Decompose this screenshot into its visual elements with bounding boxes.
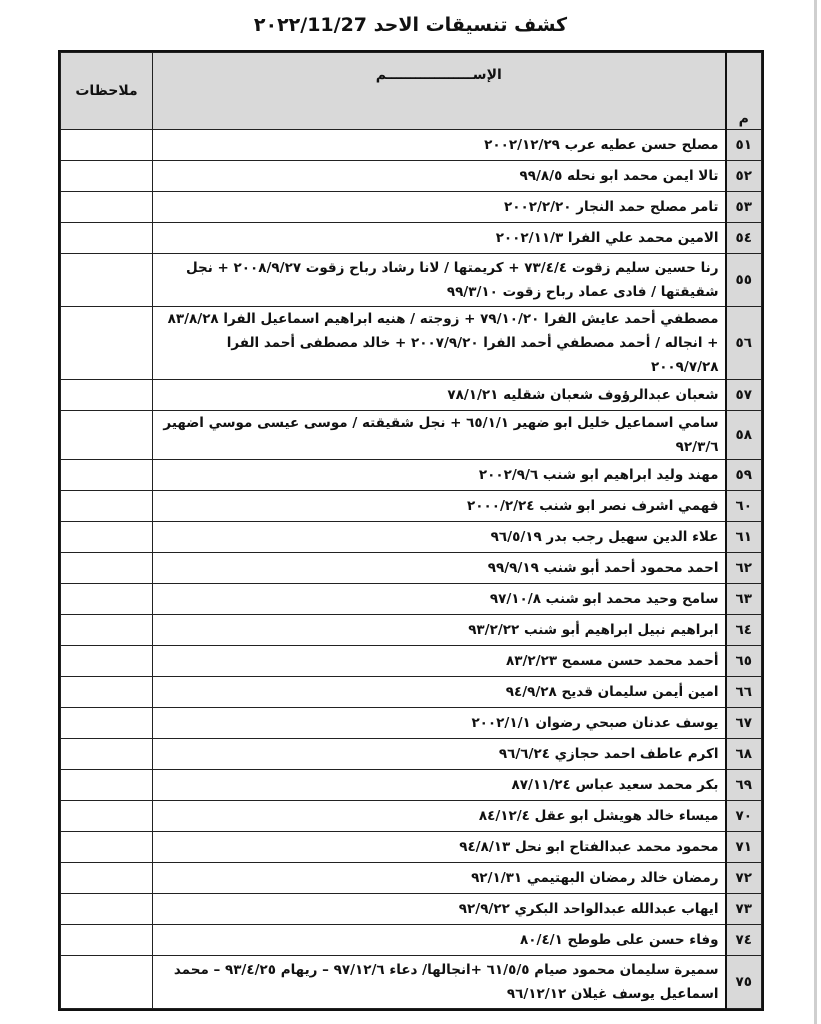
row-number: ٧٢ [726,863,762,894]
row-notes [61,380,153,411]
row-number: ٥٦ [726,307,762,380]
row-name: مصطفي أحمد عايش الفرا ٧٩/١٠/٢٠ + زوجته / هنيه ابراهيم اسماعيل الفرا ٨٣/٨/٢٨ + انجاله / أحمد مصطفي أحمد الفرا ٢٠٠٧/٩/٢٠ + خالد مصطفى أحمد الفرا ٢٠٠٩/٧/٢٨ [153,307,726,380]
row-name: رمضان خالد رمضان البهتيمي ٩٢/١/٣١ [153,863,726,894]
row-number: ٧٥ [726,956,762,1009]
table-body [61,130,762,1009]
table-row [61,161,762,192]
row-name: محمود محمد عبدالفتاح ابو نحل ٩٤/٨/١٣ [153,832,726,863]
page-edge [814,0,817,1024]
table-row [61,770,762,801]
row-notes [61,553,153,584]
row-notes [61,863,153,894]
row-name: وفاء حسن على طوطح ٨٠/٤/١ [153,925,726,956]
table-row [61,956,762,1009]
table-row [61,460,762,491]
table-row [61,739,762,770]
document-title: كشف تنسيقات الاحد ٢٠٢٢/11/27 [253,14,568,36]
row-notes [61,832,153,863]
row-name: شعبان عبدالرؤوف شعبان شقليه ٧٨/١/٢١ [153,380,726,411]
row-number: ٥٧ [726,380,762,411]
table-row [61,925,762,956]
table-row [61,646,762,677]
row-number: ٥٣ [726,192,762,223]
table-row [61,307,762,380]
row-notes [61,223,153,254]
row-number: ٦٦ [726,677,762,708]
row-name: ابراهيم نبيل ابراهيم أبو شنب ٩٣/٢/٢٢ [153,615,726,646]
row-name: ميساء خالد هويشل ابو عقل ٨٤/١٢/٤ [153,801,726,832]
table-row [61,708,762,739]
row-name: رنا حسين سليم زقوت ٧٣/٤/٤ + كريمتها / لانا رشاد رباح زقوت ٢٠٠٨/٩/٢٧ + نجل شقيقتها / فادى عماد رباح زقوت ٩٩/٣/١٠ [153,254,726,307]
row-name: مهند وليد ابراهيم ابو شنب ٢٠٠٢/٩/٦ [153,460,726,491]
row-name: الامين محمد علي الفرا ٢٠٠٢/١١/٣ [153,223,726,254]
coordination-table [60,52,762,1009]
table-row [61,894,762,925]
row-name: بكر محمد سعيد عباس ٨٧/١١/٢٤ [153,770,726,801]
row-notes [61,491,153,522]
row-notes [61,708,153,739]
header-number: م [726,53,762,130]
row-number: ٥١ [726,130,762,161]
header-notes: ملاحظات [61,53,153,130]
row-notes [61,307,153,380]
row-number: ٦١ [726,522,762,553]
table-row [61,553,762,584]
header-name: الإســــــــــــــــــم [153,53,726,130]
table-row [61,522,762,553]
row-notes [61,739,153,770]
row-number: ٧٣ [726,894,762,925]
row-number: ٥٥ [726,254,762,307]
row-notes [61,130,153,161]
row-name: احمد محمود أحمد أبو شنب ٩٩/٩/١٩ [153,553,726,584]
row-notes [61,646,153,677]
row-name: ايهاب عبدالله عبدالواحد البكري ٩٢/٩/٢٢ [153,894,726,925]
row-notes [61,925,153,956]
row-number: ٦٩ [726,770,762,801]
row-name: تامر مصلح حمد النجار ٢٠٠٢/٢/٢٠ [153,192,726,223]
row-notes [61,584,153,615]
row-number: ٦٣ [726,584,762,615]
row-notes [61,677,153,708]
row-notes [61,460,153,491]
row-name: تالا ايمن محمد ابو نحله ٩٩/٨/٥ [153,161,726,192]
table-row [61,832,762,863]
row-notes [61,192,153,223]
table-row [61,192,762,223]
table-row [61,130,762,161]
row-notes [61,254,153,307]
row-name: سميرة سليمان محمود صيام ٦١/٥/٥ +انجالها/ دعاء ٩٧/١٢/٦ – ريهام ٩٣/٤/٢٥ – محمد اسماعيل يوسف غيلان ٩٦/١٢/١٢ [153,956,726,1009]
row-notes [61,770,153,801]
table-row [61,615,762,646]
row-name: يوسف عدنان صبحي رضوان ٢٠٠٢/١/١ [153,708,726,739]
row-name: أحمد محمد حسن مسمح ٨٣/٢/٢٣ [153,646,726,677]
table-row [61,223,762,254]
row-number: ٦٧ [726,708,762,739]
row-number: ٥٢ [726,161,762,192]
row-number: ٧٠ [726,801,762,832]
table-row [61,584,762,615]
row-number: ٧١ [726,832,762,863]
row-number: ٦٤ [726,615,762,646]
row-number: ٦٨ [726,739,762,770]
row-notes [61,615,153,646]
table-row [61,491,762,522]
row-name: امين أيمن سليمان قديح ٩٤/٩/٢٨ [153,677,726,708]
row-number: ٥٤ [726,223,762,254]
table-row [61,254,762,307]
row-notes [61,522,153,553]
row-notes [61,411,153,460]
row-number: ٦٥ [726,646,762,677]
row-number: ٧٤ [726,925,762,956]
row-name: سامي اسماعيل خليل ابو ضهير ٦٥/١/١ + نجل شقيقته / موسى عيسى موسي اضهير ٩٢/٣/٦ [153,411,726,460]
row-name: مصلح حسن عطيه عرب ٢٠٠٢/١٢/٢٩ [153,130,726,161]
row-number: ٥٩ [726,460,762,491]
table-row [61,411,762,460]
row-number: ٥٨ [726,411,762,460]
row-notes [61,801,153,832]
table-row [61,380,762,411]
table-row [61,677,762,708]
row-notes [61,161,153,192]
coordination-table-frame [58,50,764,1011]
row-notes [61,956,153,1009]
row-name: فهمي اشرف نصر ابو شنب ٢٠٠٠/٢/٢٤ [153,491,726,522]
table-row [61,863,762,894]
row-number: ٦٢ [726,553,762,584]
row-name: اكرم عاطف احمد حجازي ٩٦/٦/٢٤ [153,739,726,770]
table-header-row [61,53,762,130]
row-name: سامح وحيد محمد ابو شنب ٩٧/١٠/٨ [153,584,726,615]
table-row [61,801,762,832]
row-name: علاء الدين سهيل رجب بدر ٩٦/٥/١٩ [153,522,726,553]
row-notes [61,894,153,925]
row-number: ٦٠ [726,491,762,522]
